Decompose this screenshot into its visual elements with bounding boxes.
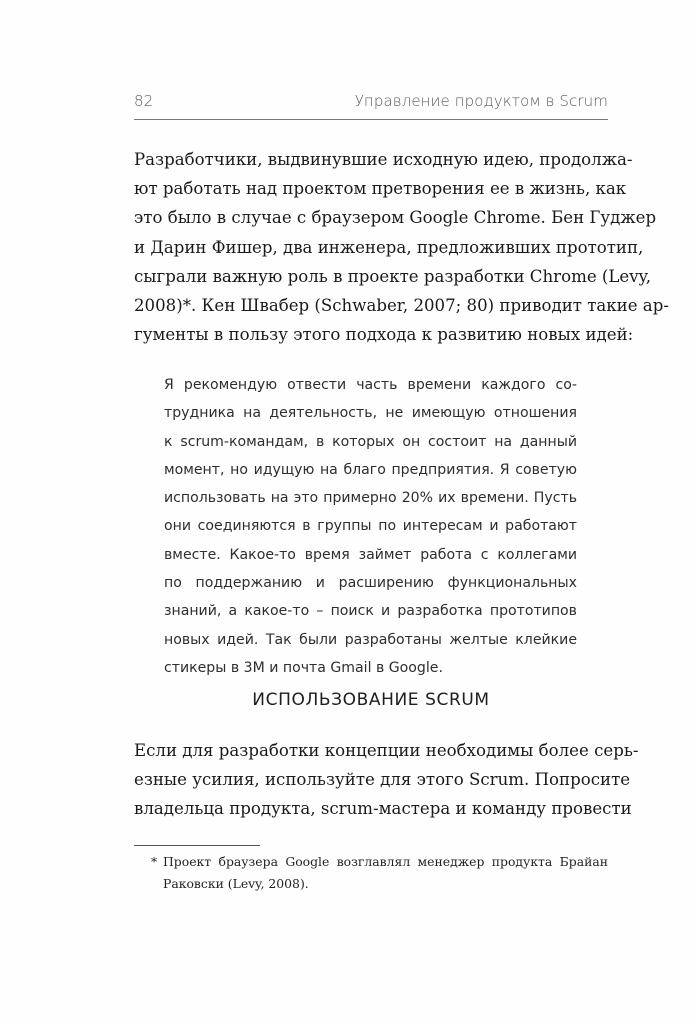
- quote-line: использовать на это примерно 20% их времени. Пусть: [164, 490, 577, 507]
- paragraph-intro: [134, 145, 669, 349]
- text-line: и Дарин Фишер, два инженера, предложивших прототип,: [134, 237, 644, 257]
- quote-line: к scrum-командам, в которых он состоит на данный: [164, 433, 577, 450]
- text-line: Разработчики, выдвинувшие исходную идею, продолжа-: [134, 150, 633, 169]
- text-line: 2008)*. Кен Швабер (Schwaber, 2007; 80) приводит такие ар-: [134, 296, 669, 316]
- text-line: гументы в пользу этого подхода к развитию новых идей:: [134, 325, 634, 345]
- text-line: сыграли важную роль в проекте разработки Chrome (Levy,: [134, 266, 652, 286]
- footnote-body: [163, 851, 608, 895]
- quote-line: знаний, а какое-то – поиск и разработка прототипов: [164, 603, 577, 620]
- section-heading: ИСПОЛЬЗОВАНИЕ SCRUM: [252, 690, 490, 710]
- quote-line: они соединяются в группы по интересам и работают: [164, 518, 577, 535]
- paragraph-scrum: [134, 736, 639, 824]
- page-number: 82: [134, 92, 154, 110]
- block-quote: [164, 371, 577, 682]
- footnote-rule: [134, 845, 260, 846]
- quote-line: момент, но идущую на благо предприятия. Я советую: [164, 461, 577, 478]
- text-line: езные усилия, используйте для этого Scrum. Попросите: [134, 770, 631, 790]
- quote-line: новых идей. Так были разработаны желтые клейкие: [164, 631, 577, 648]
- text-line: владельца продукта, scrum-мастера и команду провести: [134, 799, 632, 819]
- footnote-line: Раковски (Levy, 2008).: [163, 876, 309, 891]
- quote-line: стикеры в 3M и почта Gmail в Google.: [164, 659, 443, 676]
- text-line: Если для разработки концепции необходимы более серь-: [134, 741, 639, 760]
- footnote-line: Проект браузера Google возглавлял менеджер продукта Брайан: [163, 854, 608, 869]
- text-line: это было в случае с браузером Google Chrome. Бен Гуджер: [134, 208, 657, 228]
- quote-line: трудника на деятельность, не имеющую отношения: [164, 405, 577, 422]
- chapter-title: Управление продуктом в Scrum: [354, 92, 608, 110]
- running-head: [134, 92, 608, 114]
- quote-line: по поддержанию и расширению функциональных: [164, 575, 577, 592]
- header-rule: [134, 119, 608, 120]
- quote-line: вместе. Какое-то время займет работа с коллегами: [164, 546, 577, 563]
- text-line: ют работать над проектом претворения ее в жизнь, как: [134, 179, 627, 199]
- footnote-marker: *: [151, 854, 158, 869]
- quote-line: Я рекомендую отвести часть времени каждого со-: [164, 377, 577, 393]
